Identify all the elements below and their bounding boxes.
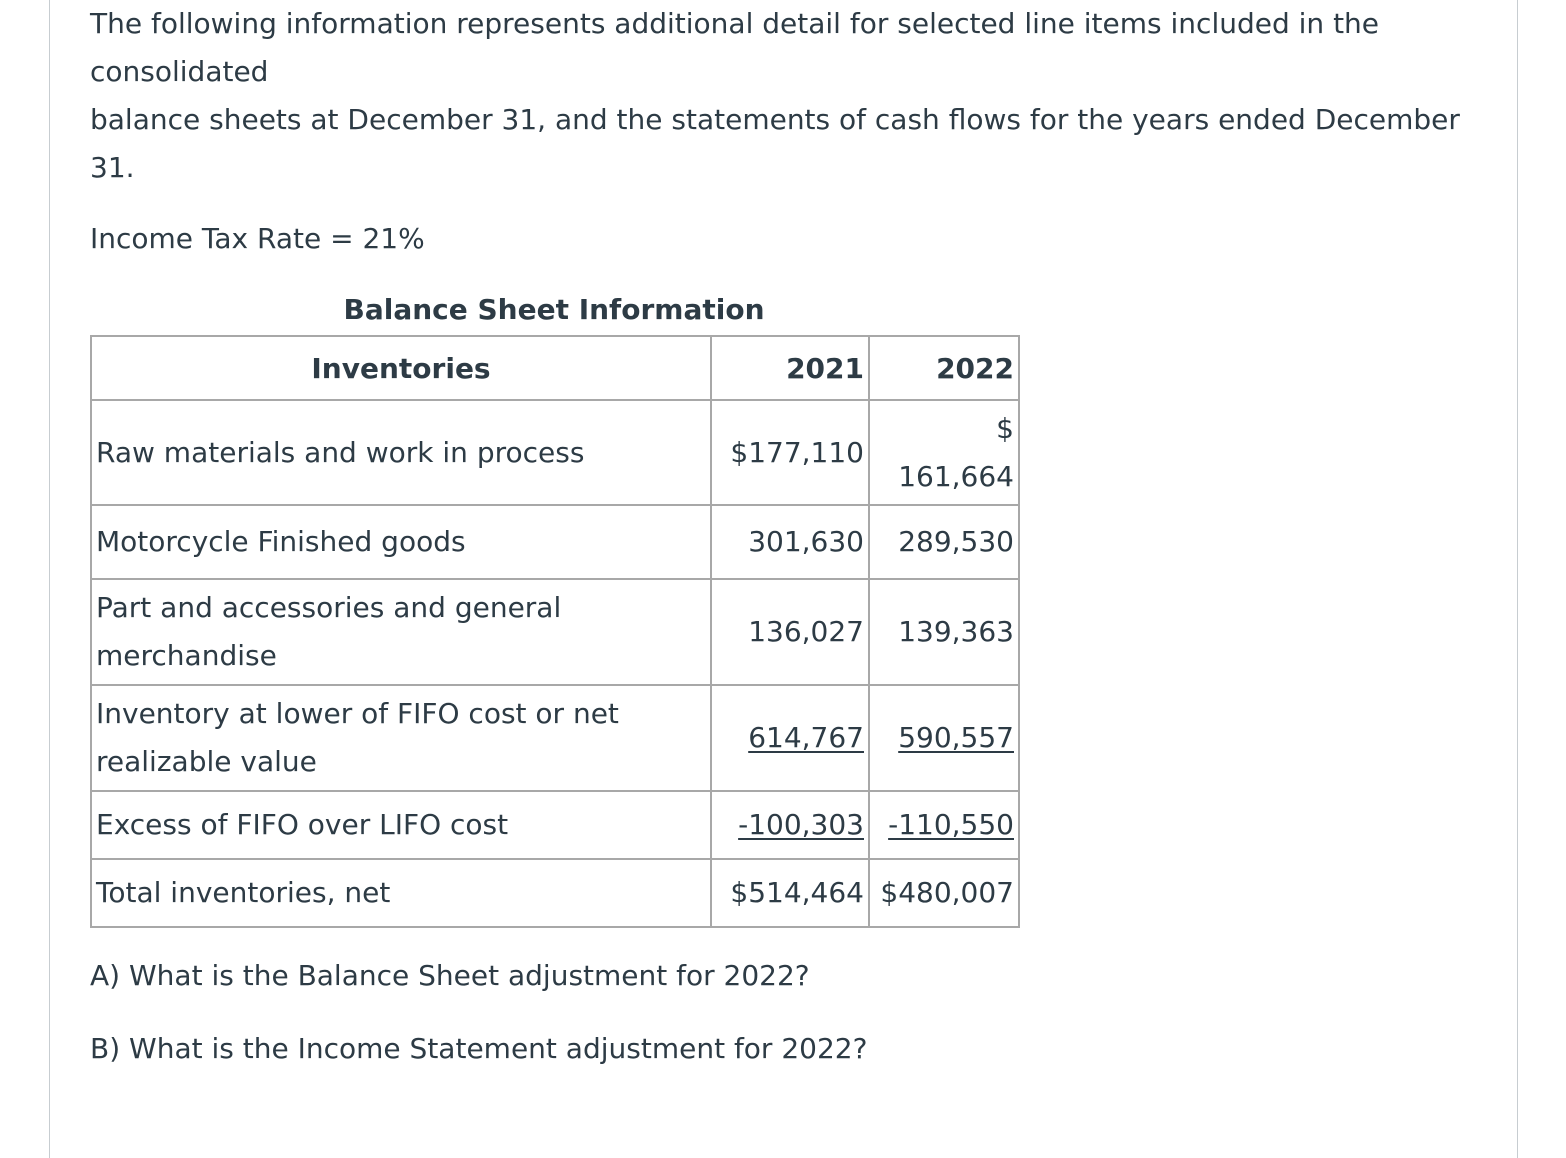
table-title: Balance Sheet Information (343, 293, 765, 326)
value-2021 (711, 685, 869, 791)
value-2022-underlined: -110,550 (888, 808, 1014, 841)
intro-paragraph-1: The following information represents additional detail for selected line items included in the consolidated (90, 7, 1380, 88)
value-2022 (869, 685, 1019, 791)
value-2021: 136,027 (711, 579, 869, 685)
value-2022: 289,530 (869, 505, 1019, 579)
value-2022-amount: 161,664 (898, 459, 1014, 493)
row-label: Raw materials and work in process (91, 400, 711, 505)
row-label: Total inventories, net (91, 859, 711, 927)
value-2021-underlined: -100,303 (738, 808, 864, 841)
value-2021: $514,464 (711, 859, 869, 927)
value-2022: 139,363 (869, 579, 1019, 685)
value-2021-underlined: 614,767 (748, 721, 864, 754)
value-2021 (711, 791, 869, 859)
row-label: Motorcycle Finished goods (91, 505, 711, 579)
tax-rate-text: Income Tax Rate = 21% (90, 222, 425, 255)
header-2022: 2022 (869, 336, 1019, 400)
question-a: A) What is the Balance Sheet adjustment for 2022? (90, 959, 810, 992)
table-header-row (91, 336, 1019, 400)
table-row (91, 579, 1019, 685)
row-label: Excess of FIFO over LIFO cost (91, 791, 711, 859)
row-label: Inventory at lower of FIFO cost or net realizable value (91, 685, 711, 791)
row-label: Part and accessories and general merchandise (91, 579, 711, 685)
table-row (91, 505, 1019, 579)
value-2022 (869, 791, 1019, 859)
table-row (91, 859, 1019, 927)
table-row (91, 791, 1019, 859)
value-2021: 301,630 (711, 505, 869, 579)
inventories-table (90, 335, 1020, 928)
intro-paragraph-2: balance sheets at December 31, and the statements of cash flows for the years ended December 31. (90, 103, 1460, 184)
value-2022 (869, 400, 1019, 505)
value-2022: $480,007 (869, 859, 1019, 927)
header-inventories: Inventories (91, 336, 711, 400)
value-2022-underlined: 590,557 (898, 721, 1014, 754)
question-b: B) What is the Income Statement adjustment for 2022? (90, 1032, 868, 1065)
table-row (91, 400, 1019, 505)
header-2021: 2021 (711, 336, 869, 400)
dollar-sign: $ (996, 411, 1014, 445)
table-row (91, 685, 1019, 791)
value-2021: $177,110 (711, 400, 869, 505)
